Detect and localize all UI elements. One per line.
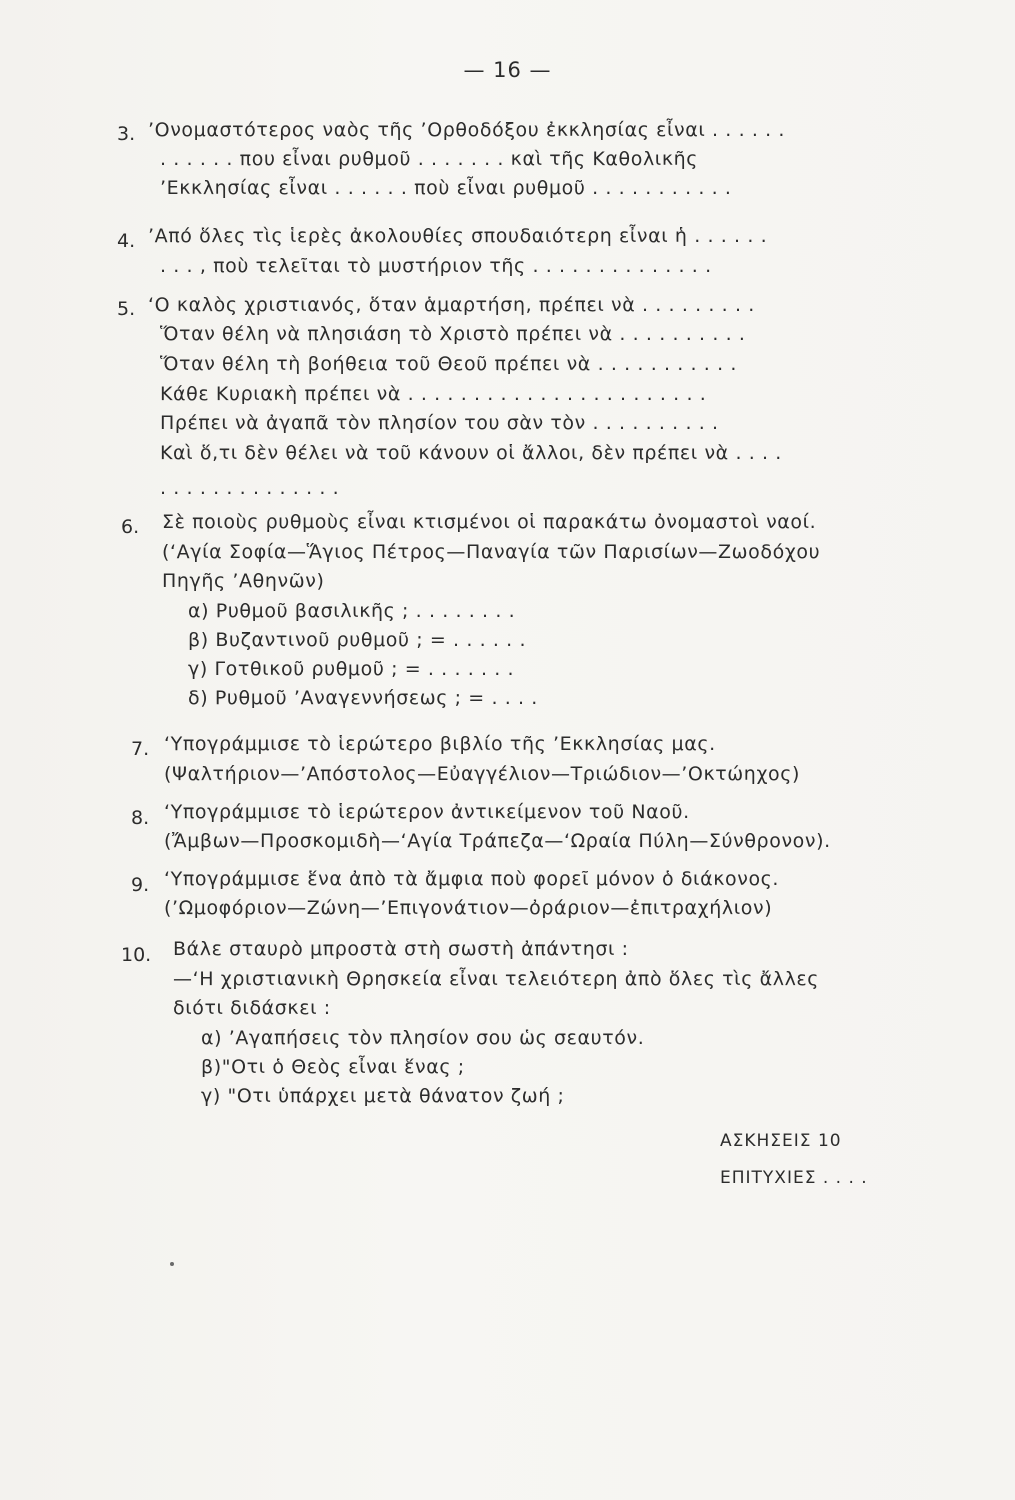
question-number: 6.: [121, 516, 140, 538]
question-line: δ) Ρυθμοῦ ’Αναγεννήσεως ; = . . . .: [188, 687, 538, 709]
question-line: Κάθε Κυριακὴ πρέπει νὰ . . . . . . . . . . . . . . . . . . . . . . .: [160, 383, 707, 405]
question-line: . . . , ποὺ τελεῖται τὸ μυστήριον τῆς . . . . . . . . . . . . . .: [160, 255, 712, 277]
question-line: Πηγῆς ’Αθηνῶν): [162, 570, 325, 592]
question-number: 3.: [117, 123, 136, 145]
answer-option: α) ’Αγαπήσεις τὸν πλησίον σου ὡς σεαυτόν.: [201, 1027, 645, 1049]
question-number: 10.: [121, 944, 152, 966]
question-number: 5.: [117, 298, 136, 320]
successes-count: ΕΠΙΤΥΧΙΕΣ . . . .: [720, 1168, 868, 1188]
question-line: ’Εκκλησίας εἶναι . . . . . . ποὺ εἶναι ρυθμοῦ . . . . . . . . . . .: [160, 177, 732, 199]
question-line: . . . . . . . . . . . . . .: [160, 477, 340, 499]
question-number: 4.: [117, 230, 136, 252]
question-line: (’Ωμοφόριον—Ζώνη—’Επιγονάτιον—ὀράριον—ἐπιτραχήλιον): [164, 897, 773, 919]
question-number: 9.: [131, 874, 150, 896]
question-line: ‘Υπογράμμισε ἕνα ἀπὸ τὰ ἄμφια ποὺ φορεῖ μόνον ὁ διάκονος.: [164, 868, 780, 890]
question-line: ’Από ὅλες τὶς ἱερὲς ἀκολουθίες σπουδαιότερη εἶναι ἡ . . . . . .: [148, 225, 768, 247]
ink-speck: [170, 1262, 174, 1266]
question-line: —‘Η χριστιανικὴ Θρησκεία εἶναι τελειότερη ἀπὸ ὅλες τὶς ἄλλες: [173, 968, 820, 990]
answer-option: β)"Οτι ὁ Θεὸς εἶναι ἕνας ;: [201, 1056, 465, 1078]
question-line: Πρέπει νὰ ἀγαπᾶ τὸν πλησίον του σὰν τὸν . . . . . . . . . .: [160, 412, 719, 434]
question-line: Βάλε σταυρὸ μπροστὰ στὴ σωστὴ ἀπάντησι :: [173, 938, 629, 960]
question-line: (Ἄμβων—Προσκομιδὴ—‘Αγία Τράπεζα—‘Ωραία Πύλη—Σύνθρονον).: [164, 830, 831, 852]
question-line: ’Ονομαστότερος ναὸς τῆς ’Ορθοδόξου ἐκκλησίας εἶναι . . . . . .: [148, 119, 786, 141]
question-line: ‘Υπογράμμισε τὸ ἱερώτερον ἀντικείμενον τοῦ Ναοῦ.: [164, 801, 690, 823]
question-line: γ) Γοτθικοῦ ρυθμοῦ ; = . . . . . . .: [188, 658, 515, 680]
question-line: . . . . . . που εἶναι ρυθμοῦ . . . . . . . καὶ τῆς Καθολικῆς: [160, 148, 699, 170]
question-line: Ὅταν θέλη τὴ βοήθεια τοῦ Θεοῦ πρέπει νὰ . . . . . . . . . . .: [160, 353, 738, 375]
question-line: Καὶ ὅ,τι δὲν θέλει νὰ τοῦ κάνουν οἱ ἄλλοι, δὲν πρέπει νὰ . . . .: [160, 442, 782, 464]
question-line: ‘Ο καλὸς χριστιανός, ὅταν ἁμαρτήση, πρέπει νὰ . . . . . . . . .: [148, 294, 755, 316]
question-line: ‘Υπογράμμισε τὸ ἱερώτερο βιβλίο τῆς ’Εκκλησίας μας.: [164, 733, 716, 755]
question-line: Ὅταν θέλη νὰ πλησιάση τὸ Χριστὸ πρέπει νὰ . . . . . . . . . .: [160, 323, 746, 345]
question-line: διότι διδάσκει :: [173, 997, 331, 1019]
question-line: α) Ρυθμοῦ βασιλικῆς ; . . . . . . . .: [188, 600, 516, 622]
question-line: Σὲ ποιοὺς ρυθμοὺς εἶναι κτισμένοι οἱ παρακάτω ὀνομαστοὶ ναοί.: [162, 511, 817, 533]
exercises-count: ΑΣΚΗΣΕΙΣ 10: [720, 1131, 842, 1151]
answer-option: γ) "Οτι ὑπάρχει μετὰ θάνατον ζωή ;: [201, 1085, 565, 1107]
question-number: 8.: [131, 807, 150, 829]
question-number: 7.: [131, 738, 150, 760]
question-line: (Ψαλτήριον—’Απόστολος—Εὐαγγέλιον—Τριώδιον—’Οκτώηχος): [164, 763, 801, 785]
page-number: — 16 —: [463, 58, 552, 82]
question-line: (‘Αγία Σοφία—Ἅγιος Πέτρος—Παναγία τῶν Παρισίων—Ζωοδόχου: [162, 541, 821, 563]
question-line: β) Βυζαντινοῦ ρυθμοῦ ; = . . . . . .: [188, 629, 527, 651]
